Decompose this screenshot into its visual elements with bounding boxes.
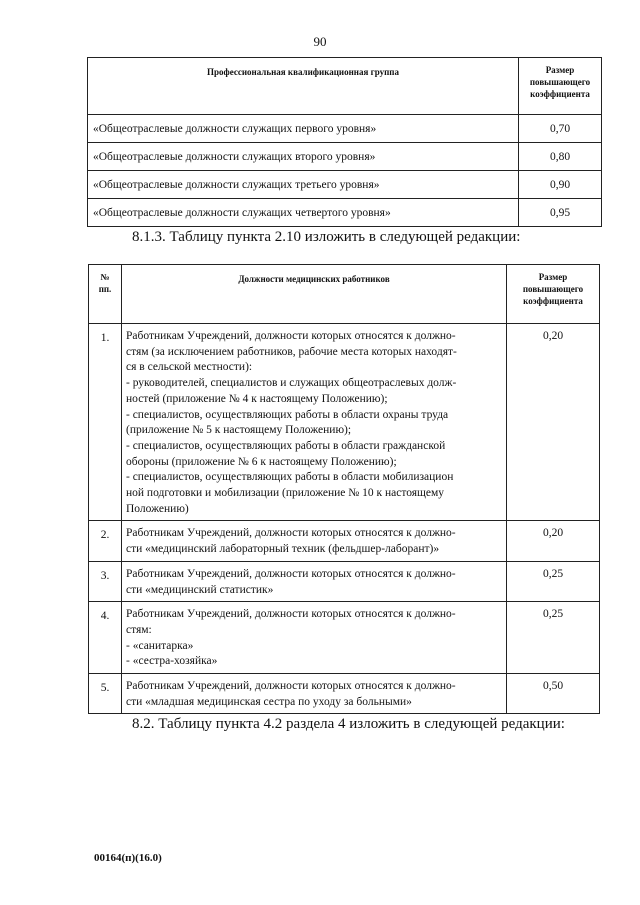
table-row [88, 171, 602, 199]
table-header-row [89, 265, 600, 324]
description-line: Положению) [126, 502, 189, 515]
coefficient-value: 0,50 [507, 674, 600, 714]
description-line: стям (за исключением работников, рабочие места которых находят- [126, 345, 457, 358]
table-row [89, 674, 600, 714]
position-description [122, 602, 507, 674]
description-line: ной подготовки и мобилизации (приложение № 10 к настоящему [126, 487, 445, 500]
table-row [89, 561, 600, 601]
paragraph-8-2: 8.2. Таблицу пункта 4.2 раздела 4 изложить в следующей редакции: [132, 716, 565, 732]
description-line: Работникам Учреждений, должности которых относятся к должно- [126, 527, 456, 540]
table-row [89, 324, 600, 521]
description-line: сти «младшая медицинская сестра по уходу за больными» [126, 695, 412, 708]
header-line: Размер [538, 272, 568, 282]
header-line: коэффициента [523, 296, 583, 306]
coefficient-value: 0,25 [507, 561, 600, 601]
coefficient-value: 0,25 [507, 602, 600, 674]
medical-positions-table [88, 264, 600, 714]
header-line: повышающего [529, 77, 591, 87]
group-name: «Общеотраслевые должности служащих третьего уровня» [88, 171, 519, 199]
table-header-row [88, 58, 602, 115]
header-line: № [100, 272, 110, 282]
table-row [89, 521, 600, 561]
coefficient-column-header [519, 58, 602, 115]
description-line: - специалистов, осуществляющих работы в области охраны труда [126, 408, 449, 421]
description-line: Работникам Учреждений, должности которых относятся к должно- [126, 608, 456, 621]
qualification-group-table [87, 57, 602, 227]
table-row [89, 602, 600, 674]
table-row [88, 115, 602, 143]
description-line: сти «медицинский лабораторный техник (фельдшер-лаборант)» [126, 543, 440, 556]
header-line: коэффициента [530, 89, 590, 99]
row-number: 1. [89, 324, 122, 521]
row-number: 2. [89, 521, 122, 561]
position-description [122, 674, 507, 714]
row-number: 3. [89, 561, 122, 601]
coefficient-value: 0,20 [507, 324, 600, 521]
description-line: ся в сельской местности): [126, 361, 253, 374]
row-number: 4. [89, 602, 122, 674]
number-column-header [89, 265, 122, 324]
description-line: - руководителей, специалистов и служащих общеотраслевых долж- [126, 377, 457, 390]
description-line: - специалистов, осуществляющих работы в области гражданской [126, 439, 446, 452]
group-column-header: Профессиональная квалификационная группа [88, 58, 519, 115]
page-number: 90 [313, 34, 327, 49]
header-line: Размер [545, 65, 575, 75]
positions-column-header: Должности медицинских работников [122, 265, 507, 324]
coefficient-value: 0,70 [519, 115, 602, 143]
position-description [122, 324, 507, 521]
description-line: Работникам Учреждений, должности которых относятся к должно- [126, 567, 456, 580]
group-name: «Общеотраслевые должности служащих второго уровня» [88, 143, 519, 171]
header-line: повышающего [522, 284, 584, 294]
paragraph-8-1-3: 8.1.3. Таблицу пункта 2.10 изложить в следующей редакции: [132, 229, 521, 245]
description-line: ностей (приложение № 4 к настоящему Положению); [126, 392, 388, 405]
description-line: - «санитарка» [126, 639, 194, 652]
table-row [88, 199, 602, 227]
description-line: - «сестра-хозяйка» [126, 655, 218, 668]
description-line: Работникам Учреждений, должности которых относятся к должно- [126, 330, 456, 342]
description-line: Работникам Учреждений, должности которых относятся к должно- [126, 680, 456, 693]
description-line: обороны (приложение № 6 к настоящему Положению); [126, 455, 397, 468]
position-description [122, 561, 507, 601]
coefficient-value: 0,90 [519, 171, 602, 199]
description-line: сти «медицинский статистик» [126, 583, 274, 596]
coefficient-value: 0,95 [519, 199, 602, 227]
coefficient-value: 0,20 [507, 521, 600, 561]
header-line: пп. [98, 284, 112, 294]
coefficient-column-header [507, 265, 600, 324]
coefficient-value: 0,80 [519, 143, 602, 171]
description-line: (приложение № 5 к настоящему Положению); [126, 424, 352, 437]
description-line: - специалистов, осуществляющих работы в области мобилизацион [126, 471, 454, 484]
row-number: 5. [89, 674, 122, 714]
position-description [122, 521, 507, 561]
description-line: стям: [126, 623, 152, 636]
document-code: 00164(п)(16.0) [94, 852, 162, 864]
group-name: «Общеотраслевые должности служащих первого уровня» [88, 115, 519, 143]
table-row [88, 143, 602, 171]
group-name: «Общеотраслевые должности служащих четвертого уровня» [88, 199, 519, 227]
